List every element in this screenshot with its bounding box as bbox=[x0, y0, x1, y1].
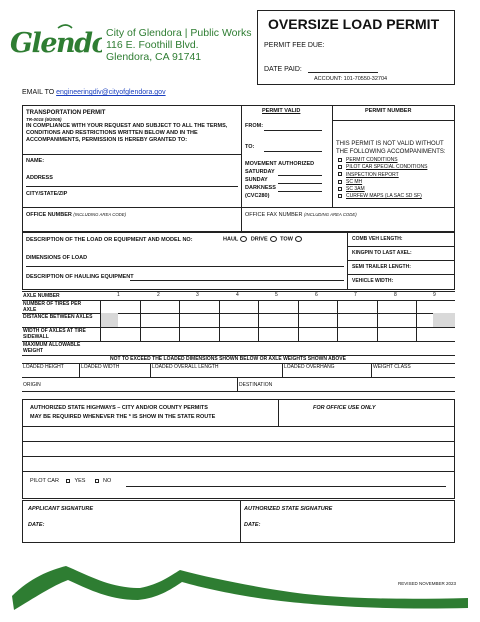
axle-number: 6 bbox=[315, 292, 318, 298]
office-number-row bbox=[26, 211, 126, 219]
haul-label: HAUL bbox=[223, 236, 239, 243]
highways-text-2: MAY BE REQUIRED WHENEVER THE * IS SHOW IN THE STATE ROUTE bbox=[30, 414, 216, 420]
tow-radio[interactable] bbox=[295, 236, 302, 242]
date-paid-line[interactable] bbox=[308, 72, 378, 73]
revised-date: REVISED NOVEMBER 2023 bbox=[398, 581, 457, 586]
email-row bbox=[22, 88, 166, 97]
tires-label: NUMBER OF TIRES PER AXLE bbox=[23, 301, 82, 313]
not-valid-text: THIS PERMIT IS NOT VALID WITHOUT THE FOLLOWING ACCOMPANIMENTS: bbox=[336, 141, 446, 155]
permit-fee-label: PERMIT FEE DUE: bbox=[264, 42, 325, 49]
from-label: FROM: bbox=[245, 123, 264, 129]
pilot-no-label: NO bbox=[103, 478, 112, 484]
state-date-label: DATE: bbox=[244, 522, 261, 528]
to-line[interactable] bbox=[264, 151, 322, 152]
load-description-label: DESCRIPTION OF THE LOAD OR EQUIPMENT AND MODEL NO: bbox=[26, 237, 193, 243]
weight-class-label: WEIGHT CLASS bbox=[373, 364, 411, 370]
movement-title: MOVEMENT AUTHORIZED bbox=[245, 161, 315, 167]
cvc-label: (CVC280) bbox=[245, 193, 270, 199]
axle-numbers bbox=[100, 292, 455, 300]
loaded-overhang-label: LOADED OVERHANG bbox=[284, 364, 335, 370]
comb-veh-length-label: COMB VEH LENGTH: bbox=[352, 236, 403, 242]
account-number: ACCOUNT: 101-70550-32704 bbox=[314, 76, 388, 82]
sunday-label: SUNDAY bbox=[245, 177, 268, 183]
saturday-line[interactable] bbox=[278, 175, 322, 176]
address-line[interactable] bbox=[26, 186, 238, 187]
distance-shade-last bbox=[433, 313, 455, 327]
axle-number: 2 bbox=[157, 292, 160, 298]
pilot-yes-label: YES bbox=[74, 478, 86, 484]
hauling-equipment-line[interactable] bbox=[130, 280, 344, 281]
city-address-2: Glendora, CA 91741 bbox=[106, 51, 202, 63]
axle-number: 3 bbox=[196, 292, 199, 298]
darkness-label: DARKNESS bbox=[245, 185, 276, 191]
office-number-note: (INCLUDING AREA CODE) bbox=[73, 212, 127, 217]
date-paid-label: DATE PAID: bbox=[264, 66, 302, 73]
darkness-line[interactable] bbox=[278, 191, 322, 192]
vehicle-width-label: VEHICLE WIDTH: bbox=[352, 278, 394, 284]
axle-number: 9 bbox=[433, 292, 436, 298]
kingpin-label: KINGPIN TO LAST AXEL: bbox=[352, 250, 412, 256]
semi-trailer-label: SEMI TRAILER LENGTH: bbox=[352, 264, 411, 270]
from-line[interactable] bbox=[264, 130, 322, 131]
pilot-yes-checkbox[interactable] bbox=[66, 479, 70, 483]
office-use-only: FOR OFFICE USE ONLY bbox=[313, 405, 376, 411]
dimensions-label: DIMENSIONS OF LOAD bbox=[26, 255, 88, 261]
logo-wordmark: Glend bbox=[10, 28, 92, 59]
office-fax-row bbox=[245, 211, 357, 219]
axle-number: 8 bbox=[394, 292, 397, 298]
accompaniment-item[interactable]: PILOT CAR SPECIAL CONDITIONS bbox=[338, 164, 454, 170]
distance-shade-first bbox=[100, 313, 118, 327]
city-state-zip-label: CITY/STATE/ZIP bbox=[26, 191, 68, 197]
loaded-width-label: LOADED WIDTH bbox=[81, 364, 120, 370]
name-label: NAME: bbox=[26, 158, 45, 164]
accompaniment-item[interactable]: SC 3AM bbox=[338, 186, 454, 192]
permit-valid-title: PERMIT VALID bbox=[262, 108, 301, 114]
axle-number: 7 bbox=[354, 292, 357, 298]
origin-label: ORIGIN bbox=[23, 382, 41, 388]
axle-number: 1 bbox=[117, 292, 120, 298]
pilot-car-label: PILOT CAR bbox=[30, 478, 59, 484]
address-label: ADDRESS bbox=[26, 175, 53, 181]
applicant-date-label: DATE: bbox=[28, 522, 45, 528]
state-signature-label: AUTHORIZED STATE SIGNATURE bbox=[244, 506, 333, 512]
loaded-length-label: LOADED OVERALL LENGTH bbox=[152, 364, 219, 370]
applicant-signature-label: APPLICANT SIGNATURE bbox=[28, 506, 93, 512]
office-fax-note: (INCLUDING AREA CODE) bbox=[303, 212, 357, 217]
email-link[interactable]: engineeringdiv@cityofglendora.gov bbox=[56, 89, 166, 96]
distance-label: DISTANCE BETWEEN AXLES bbox=[23, 314, 93, 320]
city-name: City of Glendora | Public Works bbox=[106, 27, 252, 39]
office-fax-label: OFFICE FAX NUMBER bbox=[245, 212, 303, 218]
loaded-height-label: LOADED HEIGHT bbox=[23, 364, 64, 370]
glendora-logo bbox=[10, 22, 102, 62]
permit-header-box bbox=[257, 10, 455, 85]
haul-radio[interactable] bbox=[240, 236, 247, 242]
axle-number-label: AXLE NUMBER bbox=[23, 293, 60, 299]
saturday-label: SATURDAY bbox=[245, 169, 275, 175]
not-exceed-text: NOT TO EXCEED THE LOADED DIMENSIONS SHOWN BELOW OR AXLE WEIGHTS SHOWN ABOVE bbox=[110, 356, 346, 362]
max-weight-label: MAXIMUM ALLOWABLE WEIGHT bbox=[23, 342, 81, 354]
highways-text-1: AUTHORIZED STATE HIGHWAYS – CITY AND/OR COUNTY PERMITS bbox=[30, 405, 208, 411]
haul-drive-tow bbox=[223, 236, 304, 243]
dimensions-line[interactable] bbox=[26, 266, 344, 267]
pilot-no-checkbox[interactable] bbox=[95, 479, 99, 483]
drive-label: DRIVE bbox=[250, 236, 268, 243]
permit-number-title: PERMIT NUMBER bbox=[365, 108, 412, 114]
compliance-text: IN COMPLIANCE WITH YOUR REQUEST AND SUBJECT TO ALL THE TERMS, CONDITIONS AND RESTRICTIONS WRITTEN BELOW AND IN THE ACCOMPANIMENTS, PERMISSION IS HEREBY GRANTED TO: bbox=[26, 123, 228, 143]
pilot-car-row bbox=[30, 478, 111, 485]
accompaniment-item[interactable]: INSPECTION REPORT bbox=[338, 172, 454, 178]
accompaniments-list bbox=[338, 157, 454, 199]
permit-title: OVERSIZE LOAD PERMIT bbox=[268, 16, 440, 32]
width-label: WIDTH OF AXLES AT TIRE SIDEWALL bbox=[23, 328, 86, 340]
accompaniment-item[interactable]: CURFEW MAPS (LA SAC SD SF) bbox=[338, 193, 454, 199]
transport-title: TRANSPORTATION PERMIT bbox=[26, 110, 106, 116]
pilot-car-line[interactable] bbox=[126, 486, 446, 487]
axle-number: 4 bbox=[236, 292, 239, 298]
office-number-label: OFFICE NUMBER bbox=[26, 212, 72, 218]
tow-label: TOW bbox=[280, 236, 293, 243]
city-address-1: 116 E. Foothill Blvd. bbox=[106, 39, 199, 51]
to-label: TO: bbox=[245, 144, 255, 150]
sunday-line[interactable] bbox=[278, 183, 322, 184]
drive-radio[interactable] bbox=[270, 236, 277, 242]
accompaniment-item[interactable]: PERMIT CONDITIONS bbox=[338, 157, 454, 163]
email-label: EMAIL TO bbox=[22, 89, 55, 96]
accompaniment-item[interactable]: SC MH bbox=[338, 179, 454, 185]
hauling-equipment-label: DESCRIPTION OF HAULING EQUIPMENT bbox=[26, 274, 134, 280]
destination-label: DESTINATION bbox=[239, 382, 273, 388]
transport-form-no: TR-0015 (9/2005) bbox=[26, 117, 62, 122]
glendora-logo-graphic bbox=[10, 22, 102, 62]
axle-number: 5 bbox=[275, 292, 278, 298]
